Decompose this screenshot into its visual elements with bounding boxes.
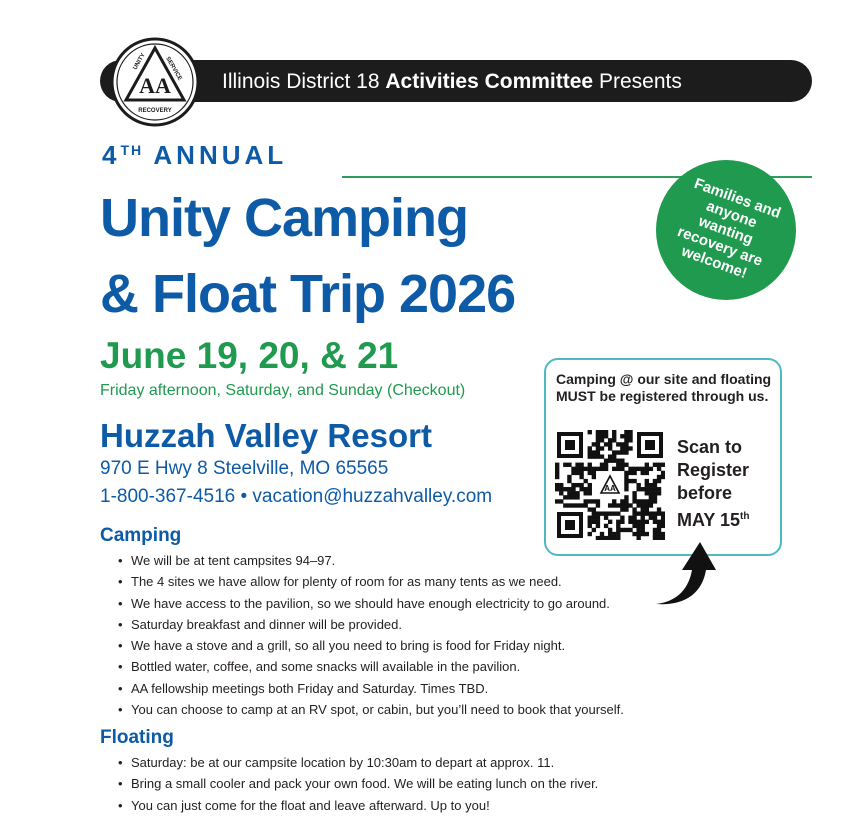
aa-logo-icon: [100, 36, 210, 128]
header-text: Illinois District 18 Activities Committee Presents: [222, 70, 682, 93]
list-item: • Saturday breakfast and dinner will be provided.: [118, 614, 624, 635]
list-item: • We will be at tent campsites 94–97.: [118, 550, 624, 571]
list-item: • You can choose to camp at an RV spot, or cabin, but you’ll need to book that yourself.: [118, 699, 624, 720]
title-line-1: Unity Camping: [100, 188, 469, 248]
registration-note: Camping @ our site and floating MUST be registered through us.: [556, 371, 772, 404]
venue-address: 970 E Hwy 8 Steelville, MO 65565: [100, 458, 389, 479]
curved-arrow-icon: [654, 540, 718, 608]
logo-word-recovery: RECOVERY: [138, 108, 172, 114]
event-dates: June 19, 20, & 21: [100, 335, 399, 376]
logo-word-service: SERVICE: [164, 56, 183, 82]
floating-heading: Floating: [100, 727, 174, 748]
logo-word-unity: UNITY: [132, 52, 147, 71]
qr-logo-text: AA: [604, 484, 616, 493]
list-item: • Bring a small cooler and pack your own food. We will be eating lunch on the river.: [118, 773, 598, 794]
list-item: • We have access to the pavilion, so we should have enough electricity to go around.: [118, 593, 624, 614]
floating-list: [118, 752, 598, 816]
camping-list: [118, 550, 624, 720]
list-item: • The 4 sites we have allow for plenty of room for as many tents as we need.: [118, 571, 624, 592]
list-item: • We have a stove and a grill, so all you need to bring is food for Friday night.: [118, 635, 624, 656]
list-item: • AA fellowship meetings both Friday and Saturday. Times TBD.: [118, 678, 624, 699]
list-item: • You can just come for the float and leave afterward. Up to you!: [118, 795, 598, 816]
qr-code-icon[interactable]: [555, 430, 665, 540]
list-item: • Bottled water, coffee, and some snacks will available in the pavilion.: [118, 656, 624, 677]
camping-heading: Camping: [100, 525, 182, 546]
welcome-badge-text: Families and anyone wanting recovery are welcome!: [675, 174, 784, 282]
event-days: Friday afternoon, Saturday, and Sunday (Checkout): [100, 382, 466, 399]
scan-instruction: Scan to Register before MAY 15th: [677, 437, 750, 530]
title-line-2: & Float Trip 2026: [100, 264, 516, 324]
edition-heading: 4TH ANNUAL: [102, 140, 288, 170]
venue-contact[interactable]: 1-800-367-4516 • vacation@huzzahvalley.com: [100, 486, 493, 507]
list-item: • Saturday: be at our campsite location by 10:30am to depart at approx. 11.: [118, 752, 598, 773]
venue-name: Huzzah Valley Resort: [100, 417, 432, 454]
logo-center: AA: [139, 73, 171, 98]
